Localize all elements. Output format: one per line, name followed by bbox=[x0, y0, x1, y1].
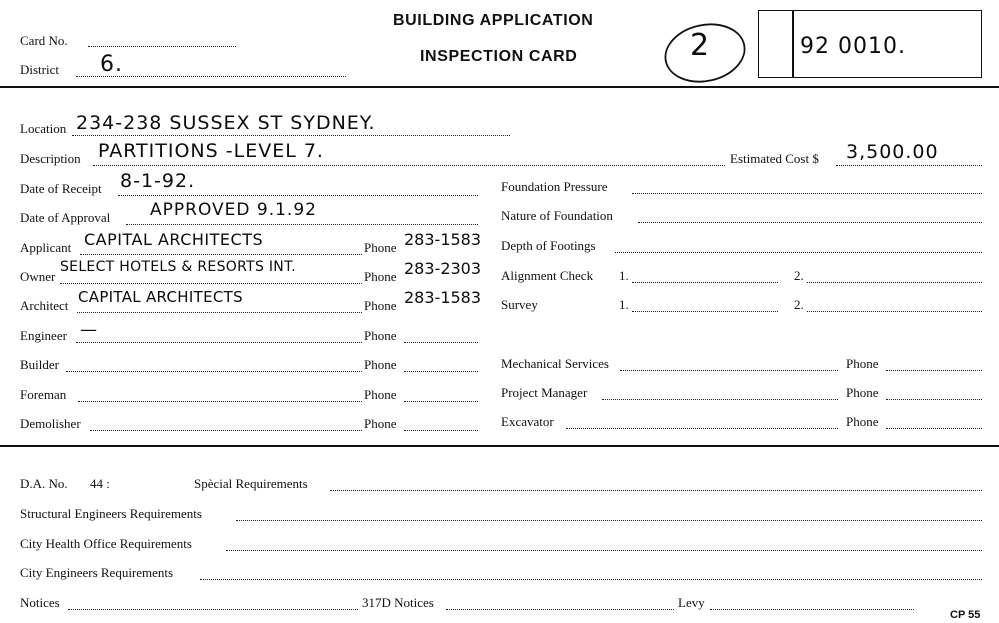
project-manager-phone-label: Phone bbox=[846, 385, 879, 400]
architect-label: Architect bbox=[20, 298, 69, 313]
foreman-phone-label: Phone bbox=[364, 387, 397, 402]
architect-phone-label: Phone bbox=[364, 298, 397, 313]
estimated-cost-line bbox=[836, 165, 982, 166]
foreman-label: Foreman bbox=[20, 387, 67, 402]
engineer-value: — bbox=[80, 320, 98, 340]
demolisher-label: Demolisher bbox=[20, 416, 81, 431]
depth-of-footings-line bbox=[615, 252, 982, 253]
alignment-check-1-line bbox=[632, 282, 778, 283]
health-requirements-line bbox=[226, 550, 982, 551]
estimated-cost-label: Estimated Cost $ bbox=[730, 151, 819, 166]
alignment-check-1: 1. bbox=[619, 268, 629, 283]
excavator-phone-label: Phone bbox=[846, 414, 879, 429]
date-of-approval-line bbox=[126, 224, 478, 225]
foreman-line bbox=[78, 401, 362, 402]
header-rule bbox=[0, 86, 999, 88]
owner-label: Owner bbox=[20, 269, 56, 284]
foundation-pressure-label: Foundation Pressure bbox=[501, 179, 608, 194]
date-of-approval-value: APPROVED 9.1.92 bbox=[150, 200, 317, 220]
applicant-line bbox=[80, 254, 362, 255]
builder-phone-line bbox=[404, 371, 478, 372]
form-code: CP 55 bbox=[950, 609, 981, 621]
architect-phone-value: 283-1583 bbox=[404, 288, 482, 307]
applicant-phone-label: Phone bbox=[364, 240, 397, 255]
location-line bbox=[72, 135, 510, 136]
nature-of-foundation-line bbox=[638, 222, 982, 223]
date-of-receipt-label: Date of Receipt bbox=[20, 181, 102, 196]
engineer-phone-line bbox=[404, 342, 478, 343]
special-requirements-label: Spècial Requirements bbox=[194, 476, 308, 491]
survey-1-line bbox=[632, 311, 778, 312]
district-label: District bbox=[20, 62, 59, 77]
mechanical-services-phone-label: Phone bbox=[846, 356, 879, 371]
notices-317d-line bbox=[446, 609, 674, 610]
foundation-pressure-line bbox=[632, 193, 982, 194]
structural-requirements-line bbox=[236, 520, 982, 521]
mechanical-services-label: Mechanical Services bbox=[501, 356, 609, 371]
card-no-line bbox=[88, 46, 236, 47]
levy-label: Levy bbox=[678, 595, 705, 610]
description-line bbox=[93, 165, 725, 166]
special-requirements-line bbox=[330, 490, 982, 491]
estimated-cost-value: 3,500.00 bbox=[846, 141, 939, 163]
project-manager-line bbox=[602, 399, 838, 400]
title-line-1: BUILDING APPLICATION bbox=[393, 12, 594, 29]
alignment-check-2: 2. bbox=[794, 268, 804, 283]
da-no-value: 44 : bbox=[90, 476, 110, 491]
owner-phone-value: 283-2303 bbox=[404, 259, 482, 278]
engineer-label: Engineer bbox=[20, 328, 67, 343]
project-manager-label: Project Manager bbox=[501, 385, 588, 400]
foreman-phone-line bbox=[404, 401, 478, 402]
engineer-line bbox=[76, 342, 362, 343]
applicant-phone-value: 283-1583 bbox=[404, 230, 482, 249]
depth-of-footings-label: Depth of Footings bbox=[501, 238, 596, 253]
demolisher-phone-line bbox=[404, 430, 478, 431]
circled-number: 2 bbox=[690, 28, 711, 63]
owner-line bbox=[60, 283, 362, 284]
date-of-receipt-value: 8-1-92. bbox=[120, 170, 196, 192]
location-value: 234-238 SUSSEX ST SYDNEY. bbox=[76, 112, 376, 134]
builder-label: Builder bbox=[20, 357, 59, 372]
card-no-label: Card No. bbox=[20, 33, 68, 48]
architect-value: CAPITAL ARCHITECTS bbox=[78, 288, 243, 306]
date-of-receipt-line bbox=[118, 195, 478, 196]
excavator-label: Excavator bbox=[501, 414, 554, 429]
mechanical-services-line bbox=[620, 370, 838, 371]
nature-of-foundation-label: Nature of Foundation bbox=[501, 208, 613, 223]
builder-line bbox=[66, 371, 362, 372]
district-value: 6. bbox=[100, 52, 123, 77]
excavator-phone-line bbox=[886, 428, 982, 429]
survey-label: Survey bbox=[501, 297, 538, 312]
file-box-divider bbox=[792, 10, 794, 78]
engineers-requirements-line bbox=[200, 579, 982, 580]
applicant-label: Applicant bbox=[20, 240, 72, 255]
da-no-label: D.A. No. bbox=[20, 476, 68, 491]
alignment-check-2-line bbox=[807, 282, 982, 283]
date-of-approval-label: Date of Approval bbox=[20, 210, 111, 225]
owner-phone-label: Phone bbox=[364, 269, 397, 284]
alignment-check-label: Alignment Check bbox=[501, 268, 594, 283]
location-label: Location bbox=[20, 121, 67, 136]
description-value: PARTITIONS -LEVEL 7. bbox=[98, 140, 324, 162]
owner-value: SELECT HOTELS & RESORTS INT. bbox=[60, 259, 297, 275]
demolisher-line bbox=[90, 430, 362, 431]
file-number: 92 0010. bbox=[800, 34, 906, 59]
mechanical-services-phone-line bbox=[886, 370, 982, 371]
engineers-requirements-label: City Engineers Requirements bbox=[20, 565, 174, 580]
structural-requirements-label: Structural Engineers Requirements bbox=[20, 506, 202, 521]
project-manager-phone-line bbox=[886, 399, 982, 400]
applicant-value: CAPITAL ARCHITECTS bbox=[84, 230, 264, 249]
description-label: Description bbox=[20, 151, 81, 166]
architect-line bbox=[77, 312, 362, 313]
survey-2-line bbox=[807, 311, 982, 312]
demolisher-phone-label: Phone bbox=[364, 416, 397, 431]
survey-2: 2. bbox=[794, 297, 804, 312]
builder-phone-label: Phone bbox=[364, 357, 397, 372]
notices-317d-label: 317D Notices bbox=[362, 595, 434, 610]
survey-1: 1. bbox=[619, 297, 629, 312]
title-line-2: INSPECTION CARD bbox=[420, 48, 578, 65]
levy-line bbox=[710, 609, 914, 610]
section-rule bbox=[0, 445, 999, 447]
excavator-line bbox=[566, 428, 838, 429]
health-requirements-label: City Health Office Requirements bbox=[20, 536, 192, 551]
notices-label: Notices bbox=[20, 595, 60, 610]
engineer-phone-label: Phone bbox=[364, 328, 397, 343]
notices-line bbox=[68, 609, 358, 610]
